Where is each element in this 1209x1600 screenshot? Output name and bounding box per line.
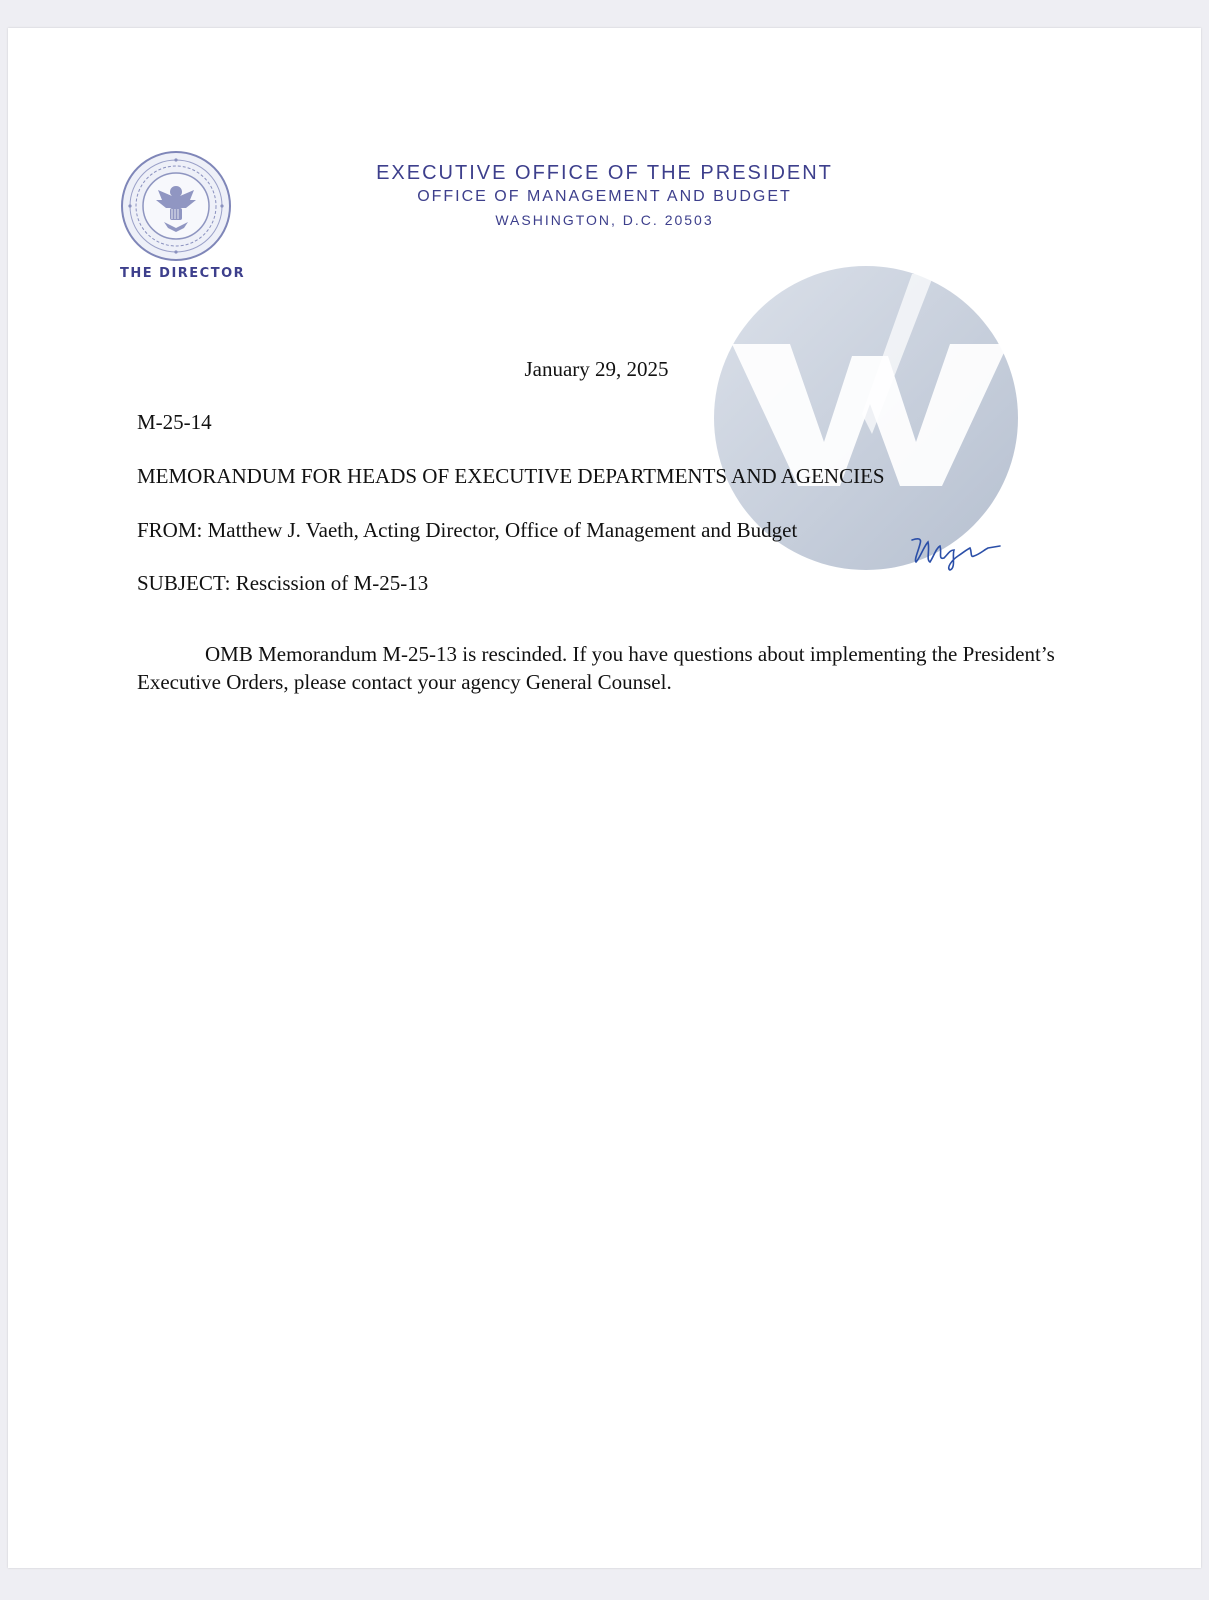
memo-number: M-25-14 [137, 410, 212, 434]
signature-mark [908, 532, 1004, 572]
letterhead [0, 160, 1209, 232]
memo-date: January 29, 2025 [524, 357, 669, 381]
director-label: THE DIRECTOR [120, 266, 246, 281]
letterhead-line-1: EXECUTIVE OFFICE OF THE PRESIDENT [376, 162, 833, 184]
memo-subject: SUBJECT: Rescission of M-25-13 [137, 571, 429, 595]
memo-recipients: MEMORANDUM FOR HEADS OF EXECUTIVE DEPARTMENTS AND AGENCIES [137, 464, 885, 488]
letterhead-line-2: OFFICE OF MANAGEMENT AND BUDGET [417, 188, 792, 205]
letterhead-line-3: WASHINGTON, D.C. 20503 [495, 212, 714, 228]
memo-body: OMB Memorandum M-25-13 is rescinded. If you have questions about implementing the President’s Executive Orders, please contact your agency General Counsel. [137, 642, 1055, 694]
memo-from: FROM: Matthew J. Vaeth, Acting Director, Office of Management and Budget [137, 518, 798, 542]
